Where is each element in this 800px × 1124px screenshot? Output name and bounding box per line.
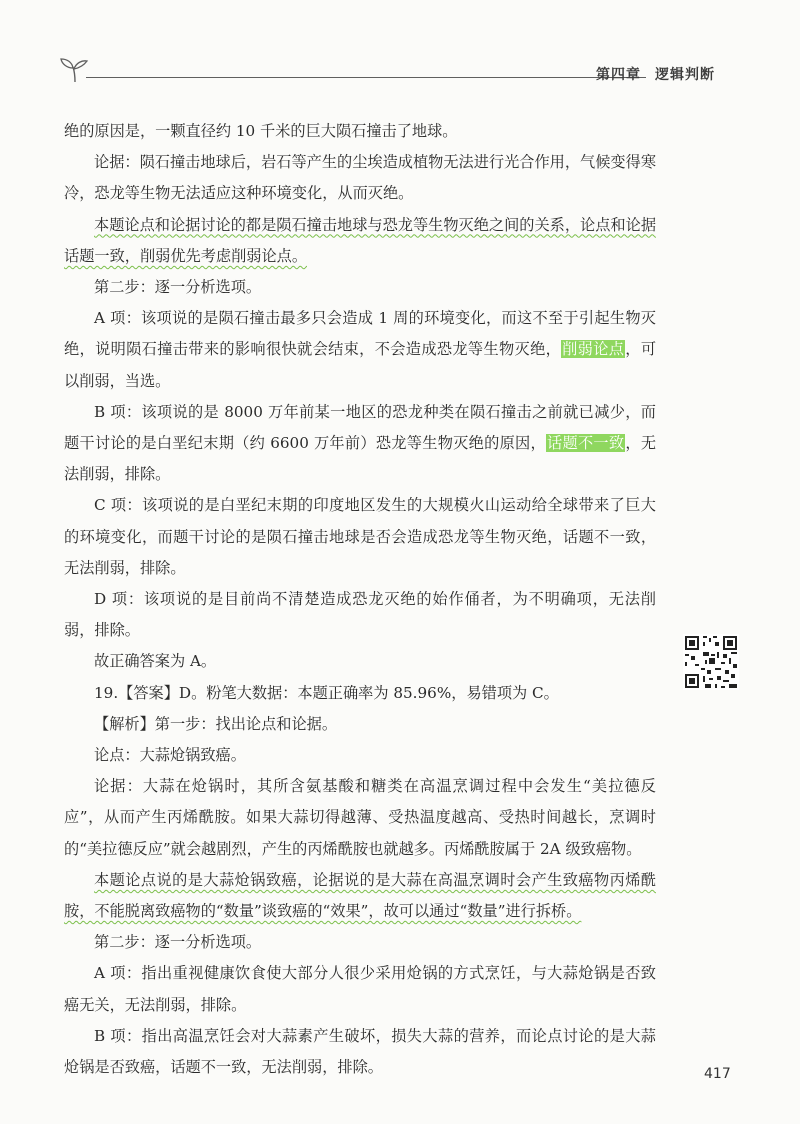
- answer-conclusion: 故正确答案为 A。: [94, 652, 217, 671]
- option-c-analysis: C 项：该项说的是白垩纪末期的印度地区发生的大规模火山运动给全球带来了巨大的环境变化，而题干讨论的是陨石撞击地球是否会造成恐龙等生物灭绝，话题不一致，无法削弱，排除。: [64, 496, 656, 577]
- question-19-answer: [64, 678, 656, 709]
- chapter-name: 逻辑判断: [655, 67, 715, 83]
- text-span: 第一步：找出论点和论据。: [154, 714, 337, 733]
- paragraph-annotated: [64, 865, 656, 927]
- chapter-number: 第四章: [596, 67, 641, 83]
- analysis-intro: [64, 709, 656, 740]
- page-number: 417: [704, 1066, 731, 1082]
- highlight-tag: 削弱论点: [562, 340, 625, 359]
- paragraph: 论据：大蒜在炝锅时，其所含氨基酸和糖类在高温烹调过程中会发生“美拉德反应”，从而产生丙烯酰胺。如果大蒜切得越薄、受热温度越高、受热时间越长，烹调时的“美拉德反应”就会越剧烈，产生的丙烯酰胺也就越多。丙烯酰胺属于 2A 级致癌物。: [64, 777, 656, 858]
- paragraph: 第二步：逐一分析选项。: [94, 278, 262, 297]
- sprout-icon: [58, 56, 92, 86]
- text-span: D。粉笔大数据：本题正确率为 85.96%，易错项为 C。: [178, 683, 559, 702]
- paragraph: 论点：大蒜炝锅致癌。: [94, 746, 246, 765]
- option-d-analysis: D 项：该项说的是目前尚不清楚造成恐龙灭绝的始作俑者，为不明确项，无法削弱，排除。: [64, 590, 656, 640]
- option-a-analysis: [64, 303, 656, 397]
- option-b-analysis: B 项：指出高温烹饪会对大蒜素产生破坏，损失大蒜的营养，而论点讨论的是大蒜炝锅是否致癌，话题不一致，无法削弱，排除。: [64, 1026, 656, 1077]
- option-a-analysis: A 项：指出重视健康饮食使大部分人很少采用炝锅的方式烹饪，与大蒜炝锅是否致癌无关，无法削弱，排除。: [64, 964, 656, 1014]
- highlight-tag: 话题不一致: [547, 434, 625, 453]
- paragraph: 第二步：逐一分析选项。: [94, 933, 262, 952]
- question-number: 19.: [94, 683, 119, 702]
- analysis-tag: 【解析】: [94, 714, 155, 733]
- answer-tag: 【答案】: [118, 683, 179, 702]
- paragraph-annotated: [64, 210, 656, 272]
- wavy-underlined-text: 本题论点和论据讨论的都是陨石撞击地球与恐龙等生物灭绝之间的关系，论点和论据话题一致，削弱优先考虑削弱论点。: [64, 215, 656, 265]
- paragraph: 论据：陨石撞击地球后，岩石等产生的尘埃造成植物无法进行光合作用，气候变得寒冷，恐龙等生物无法适应这种环境变化，从而灭绝。: [64, 153, 656, 203]
- chapter-title: [596, 64, 715, 84]
- text-span: ，无法削弱，排除。: [64, 434, 656, 484]
- text-span: B 项：该项说的是 8000 万年前某一地区的恐龙种类在陨石撞击之前就已减少，而题干讨论的是白垩纪末期（约 6600 万年前）恐龙等生物灭绝的原因，: [64, 402, 656, 453]
- option-b-analysis: [64, 397, 656, 491]
- wavy-underlined-text: 本题论点说的是大蒜炝锅致癌，论据说的是大蒜在高温烹调时会产生致癌物丙烯酰胺，不能脱离致癌物的“数量”谈致癌的“效果”，故可以通过“数量”进行拆桥。: [64, 870, 656, 921]
- qr-code-icon[interactable]: [683, 634, 739, 690]
- header-rule: [86, 77, 646, 78]
- text-span: A 项：该项说的是陨石撞击最多只会造成 1 周的环境变化，而这不至于引起生物灭绝，说明陨石撞击带来的影响很快就会结束，不会造成恐龙等生物灭绝，: [64, 309, 656, 359]
- page-header: [58, 56, 740, 96]
- text-span: ，可以削弱，当选。: [64, 340, 657, 390]
- page-body: [64, 116, 656, 1083]
- paragraph: 绝的原因是，一颗直径约 10 千米的巨大陨石撞击了地球。: [64, 122, 458, 140]
